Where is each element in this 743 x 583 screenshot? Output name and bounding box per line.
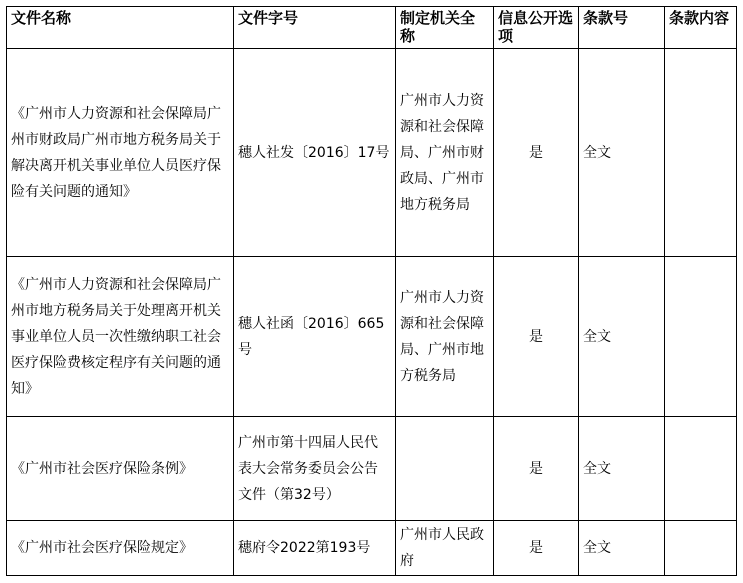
issuing-agency-cell: 广州市人力资源和社会保障局、广州市财政局、广州市地方税务局 xyxy=(396,49,494,257)
disclosure-option-cell: 是 xyxy=(494,257,579,417)
document-number-cell: 穗人社函〔2016〕665号 xyxy=(234,257,396,417)
issuing-agency-cell: 广州市人民政府 xyxy=(396,521,494,576)
policy-document-table xyxy=(6,6,737,576)
document-name-cell: 《广州市社会医疗保险条例》 xyxy=(7,417,234,521)
header-disclosure-option: 信息公开选项 xyxy=(494,7,579,49)
header-clause-content: 条款内容 xyxy=(665,7,737,49)
disclosure-option-cell: 是 xyxy=(494,49,579,257)
table-header-row xyxy=(7,7,737,49)
clause-number-cell: 全文 xyxy=(579,49,665,257)
clause-content-cell xyxy=(665,521,737,576)
issuing-agency-cell: 广州市人力资源和社会保障局、广州市地方税务局 xyxy=(396,257,494,417)
clause-number-cell: 全文 xyxy=(579,521,665,576)
document-number-cell: 广州市第十四届人民代表大会常务委员会公告文件（第32号） xyxy=(234,417,396,521)
clause-content-cell xyxy=(665,257,737,417)
clause-number-cell: 全文 xyxy=(579,257,665,417)
document-name-cell: 《广州市人力资源和社会保障局广州市财政局广州市地方税务局关于解决离开机关事业单位人员医疗保险有关问题的通知》 xyxy=(7,49,234,257)
clause-content-cell xyxy=(665,417,737,521)
document-number-cell: 穗人社发〔2016〕17号 xyxy=(234,49,396,257)
document-number-cell: 穗府令2022第193号 xyxy=(234,521,396,576)
clause-content-cell xyxy=(665,49,737,257)
header-clause-number: 条款号 xyxy=(579,7,665,49)
disclosure-option-cell: 是 xyxy=(494,521,579,576)
table-row xyxy=(7,417,737,521)
document-name-cell: 《广州市社会医疗保险规定》 xyxy=(7,521,234,576)
document-name-cell: 《广州市人力资源和社会保障局广州市地方税务局关于处理离开机关事业单位人员一次性缴纳职工社会医疗保险费核定程序有关问题的通知》 xyxy=(7,257,234,417)
disclosure-option-cell: 是 xyxy=(494,417,579,521)
table-row xyxy=(7,257,737,417)
issuing-agency-cell xyxy=(396,417,494,521)
table-row xyxy=(7,521,737,576)
clause-number-cell: 全文 xyxy=(579,417,665,521)
header-document-name: 文件名称 xyxy=(7,7,234,49)
header-document-number: 文件字号 xyxy=(234,7,396,49)
header-issuing-agency: 制定机关全称 xyxy=(396,7,494,49)
table-row xyxy=(7,49,737,257)
